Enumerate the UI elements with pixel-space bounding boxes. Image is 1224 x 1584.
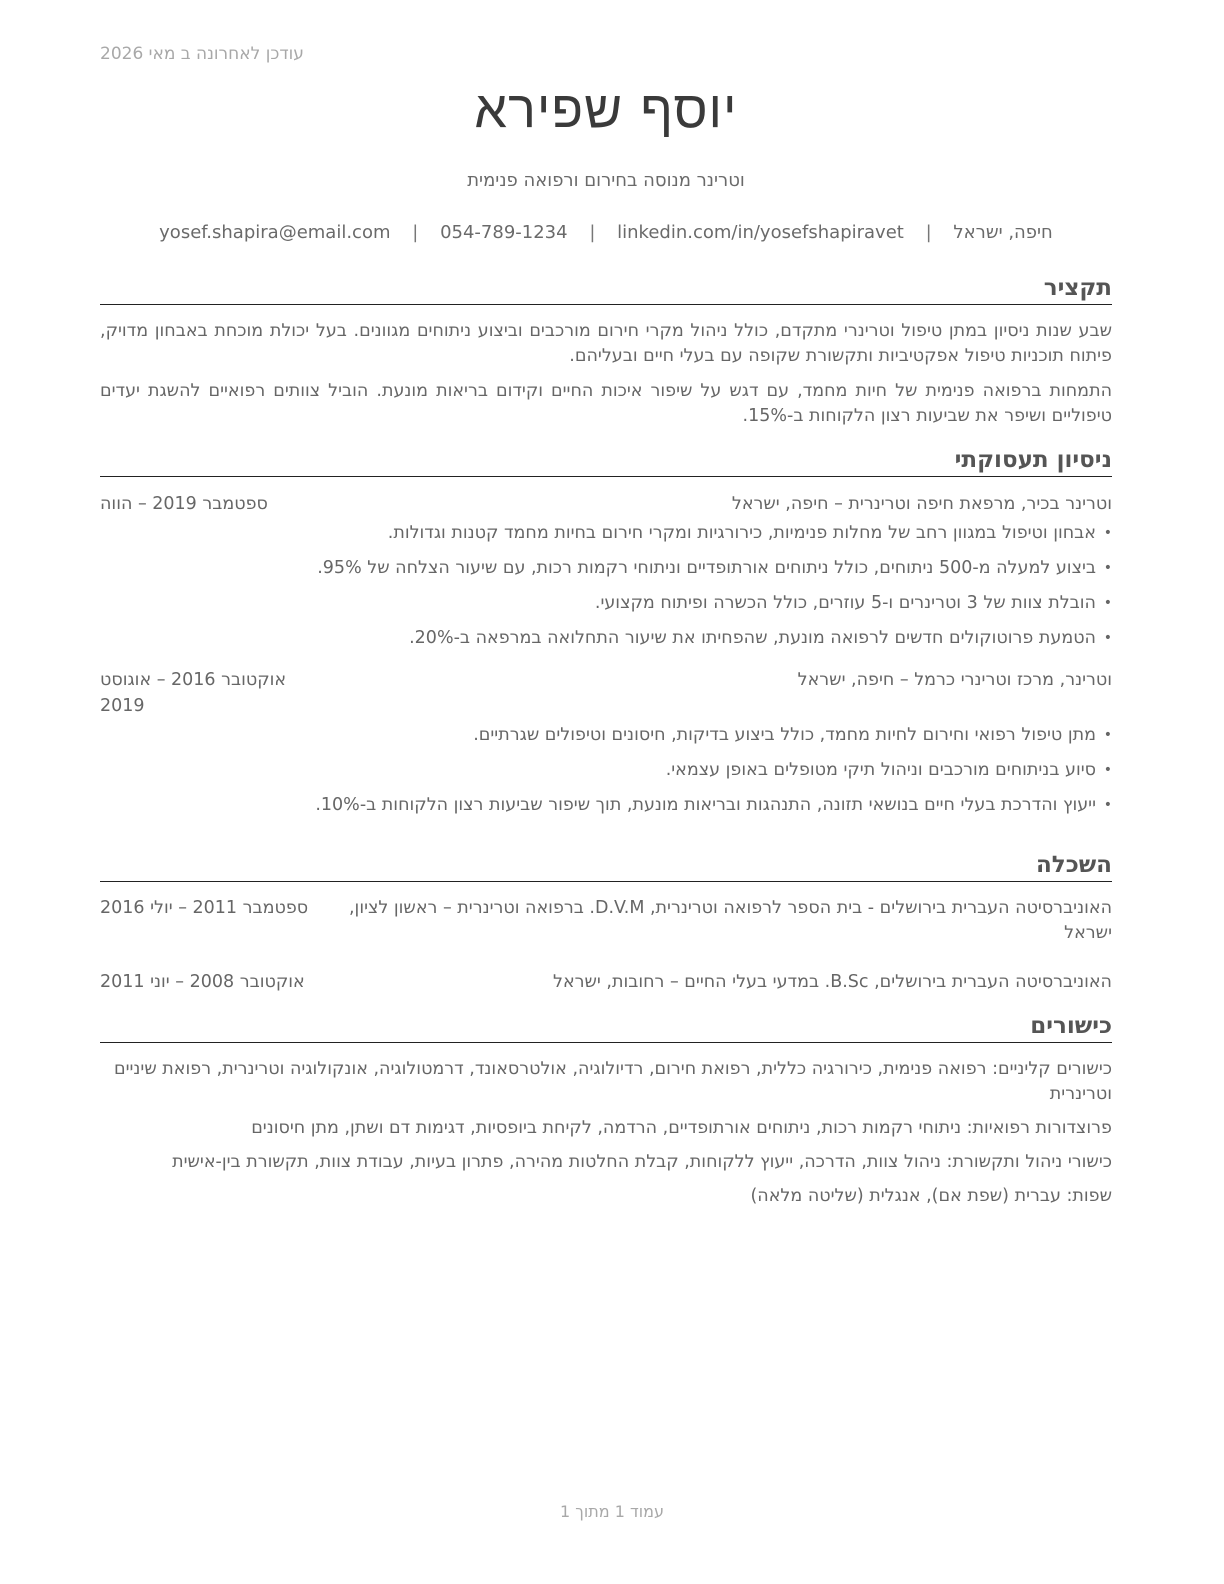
education-section	[100, 851, 1112, 995]
section-title-education: השכלה	[100, 851, 1112, 882]
contact-email[interactable]: yosef.shapira@email.com	[159, 222, 391, 243]
education-title: האוניברסיטה העברית בירושלים, B.Sc. במדעי בעלי החיים – רחובות, ישראל	[553, 972, 1112, 992]
education-entry	[100, 896, 1112, 946]
job-bullet: • ביצוע למעלה מ-500 ניתוחים, כולל ניתוחים אורתופדיים וניתוחי רקמות רכות, עם שיעור הצלחה של 95%.	[100, 556, 1112, 581]
contact-line	[100, 222, 1112, 243]
contact-separator: |	[925, 222, 932, 243]
skills-list	[100, 1057, 1112, 1209]
section-title-experience: ניסיון תעסוקתי	[100, 446, 1112, 477]
last-updated: עודכן לאחרונה ב מאי 2026	[100, 44, 304, 64]
contact-phone[interactable]: 054-789-1234	[440, 222, 568, 243]
education-title: האוניברסיטה העברית בירושלים - בית הספר לרפואה וטרינרית, D.V.M. ברפואה וטרינרית – ראשון לציון, ישראל	[348, 898, 1112, 943]
education-date: ספטמבר 2011 – יולי 2016	[100, 898, 309, 918]
job-date: ספטמבר 2019 – הווה	[100, 494, 268, 514]
contact-separator: |	[589, 222, 596, 243]
job-bullet: • סיוע בניתוחים מורכבים וניהול תיקי מטופלים באופן עצמאי.	[100, 758, 1112, 783]
contact-separator: |	[412, 222, 419, 243]
skill-line: כישורים קליניים: רפואה פנימית, כירורגיה כללית, רפואת חירום, רדיולוגיה, אולטרסאונד, דרמטולוגיה, אונקולוגיה וטרינרית, רפואת שיניים וטרינרית	[113, 1059, 1112, 1104]
candidate-subtitle: וטרינר מנוסה בחירום ורפואה פנימית	[467, 170, 745, 191]
summary-section	[100, 274, 1112, 429]
job-bullet: • ייעוץ והדרכת בעלי חיים בנושאי תזונה, התנהגות ובריאות מונעת, תוך שיפור שביעות רצון הלקוחות ב-10%.	[100, 793, 1112, 818]
job-bullet: • מתן טיפול רפואי וחירום לחיות מחמד, כולל ביצוע בדיקות, חיסונים וטיפולים שגרתיים.	[100, 723, 1112, 748]
education-date: אוקטובר 2008 – יוני 2011	[100, 972, 305, 992]
skill-line: שפות: עברית (שפת אם), אנגלית (שליטה מלאה)	[750, 1186, 1112, 1206]
job-bullets	[100, 521, 1112, 651]
job-entry	[100, 667, 1112, 818]
job-bullet: • הובלת צוות של 3 וטרינרים ו-5 עוזרים, כולל הכשרה ופיתוח מקצועי.	[100, 591, 1112, 616]
resume-page	[100, 0, 1112, 1584]
job-bullet: • הטמעת פרוטוקולים חדשים לרפואה מונעת, שהפחיתו את שיעור התחלואה במרפאה ב-20%.	[100, 626, 1112, 651]
candidate-name: יוסף שפירא	[474, 80, 738, 140]
summary-paragraph: שבע שנות ניסיון במתן טיפול וטרינרי מתקדם, כולל ניהול מקרי חירום מורכבים וביצוע ניתוחים מגוונים. בעל יכולת מוכחת באבחון מדויק, פיתוח תוכניות טיפול אפקטיביות ותקשורת שקופה עם בעלי חיים ובעליהם.	[100, 321, 1112, 366]
experience-section	[100, 446, 1112, 828]
job-title: וטרינר בכיר, מרפאת חיפה וטרינרית – חיפה, ישראל	[731, 494, 1112, 514]
summary-paragraph: התמחות ברפואה פנימית של חיות מחמד, עם דגש על שיפור איכות החיים וקידום בריאות מונעת. הוביל צוותים רפואיים להשגת יעדים טיפוליים ושיפר את שביעות רצון הלקוחות ב-15%.	[100, 381, 1112, 426]
contact-linkedin[interactable]: linkedin.com/in/yosefshapiravet	[617, 222, 904, 243]
section-title-skills: כישורים	[100, 1012, 1112, 1043]
page-number: עמוד 1 מתוך 1	[560, 1502, 664, 1521]
contact-location: חיפה, ישראל	[953, 222, 1053, 243]
skills-section	[100, 1012, 1112, 1218]
job-bullet: • אבחון וטיפול במגוון רחב של מחלות פנימיות, כירורגיות ומקרי חירום בחיות מחמד קטנות וגדולות.	[100, 521, 1112, 546]
job-date: אוקטובר 2016 – אוגוסט 2019	[100, 670, 287, 716]
job-entry	[100, 491, 1112, 651]
education-entry	[100, 970, 1112, 995]
job-bullets	[100, 723, 1112, 818]
skill-line: כישורי ניהול ותקשורת: ניהול צוות, הדרכה, ייעוץ ללקוחות, קבלת החלטות מהירה, פתרון בעיות, עבודת צוות, תקשורת בין-אישית	[172, 1152, 1112, 1172]
section-title-summary: תקציר	[100, 274, 1112, 305]
job-title: וטרינר, מרכז וטרינרי כרמל – חיפה, ישראל	[797, 670, 1112, 690]
job-header	[100, 667, 1112, 719]
skill-line: פרוצדורות רפואיות: ניתוחי רקמות רכות, ניתוחים אורתופדיים, הרדמה, לקיחת ביופסיות, דגימות דם ושתן, מתן חיסונים	[251, 1118, 1112, 1138]
job-header	[100, 491, 1112, 517]
